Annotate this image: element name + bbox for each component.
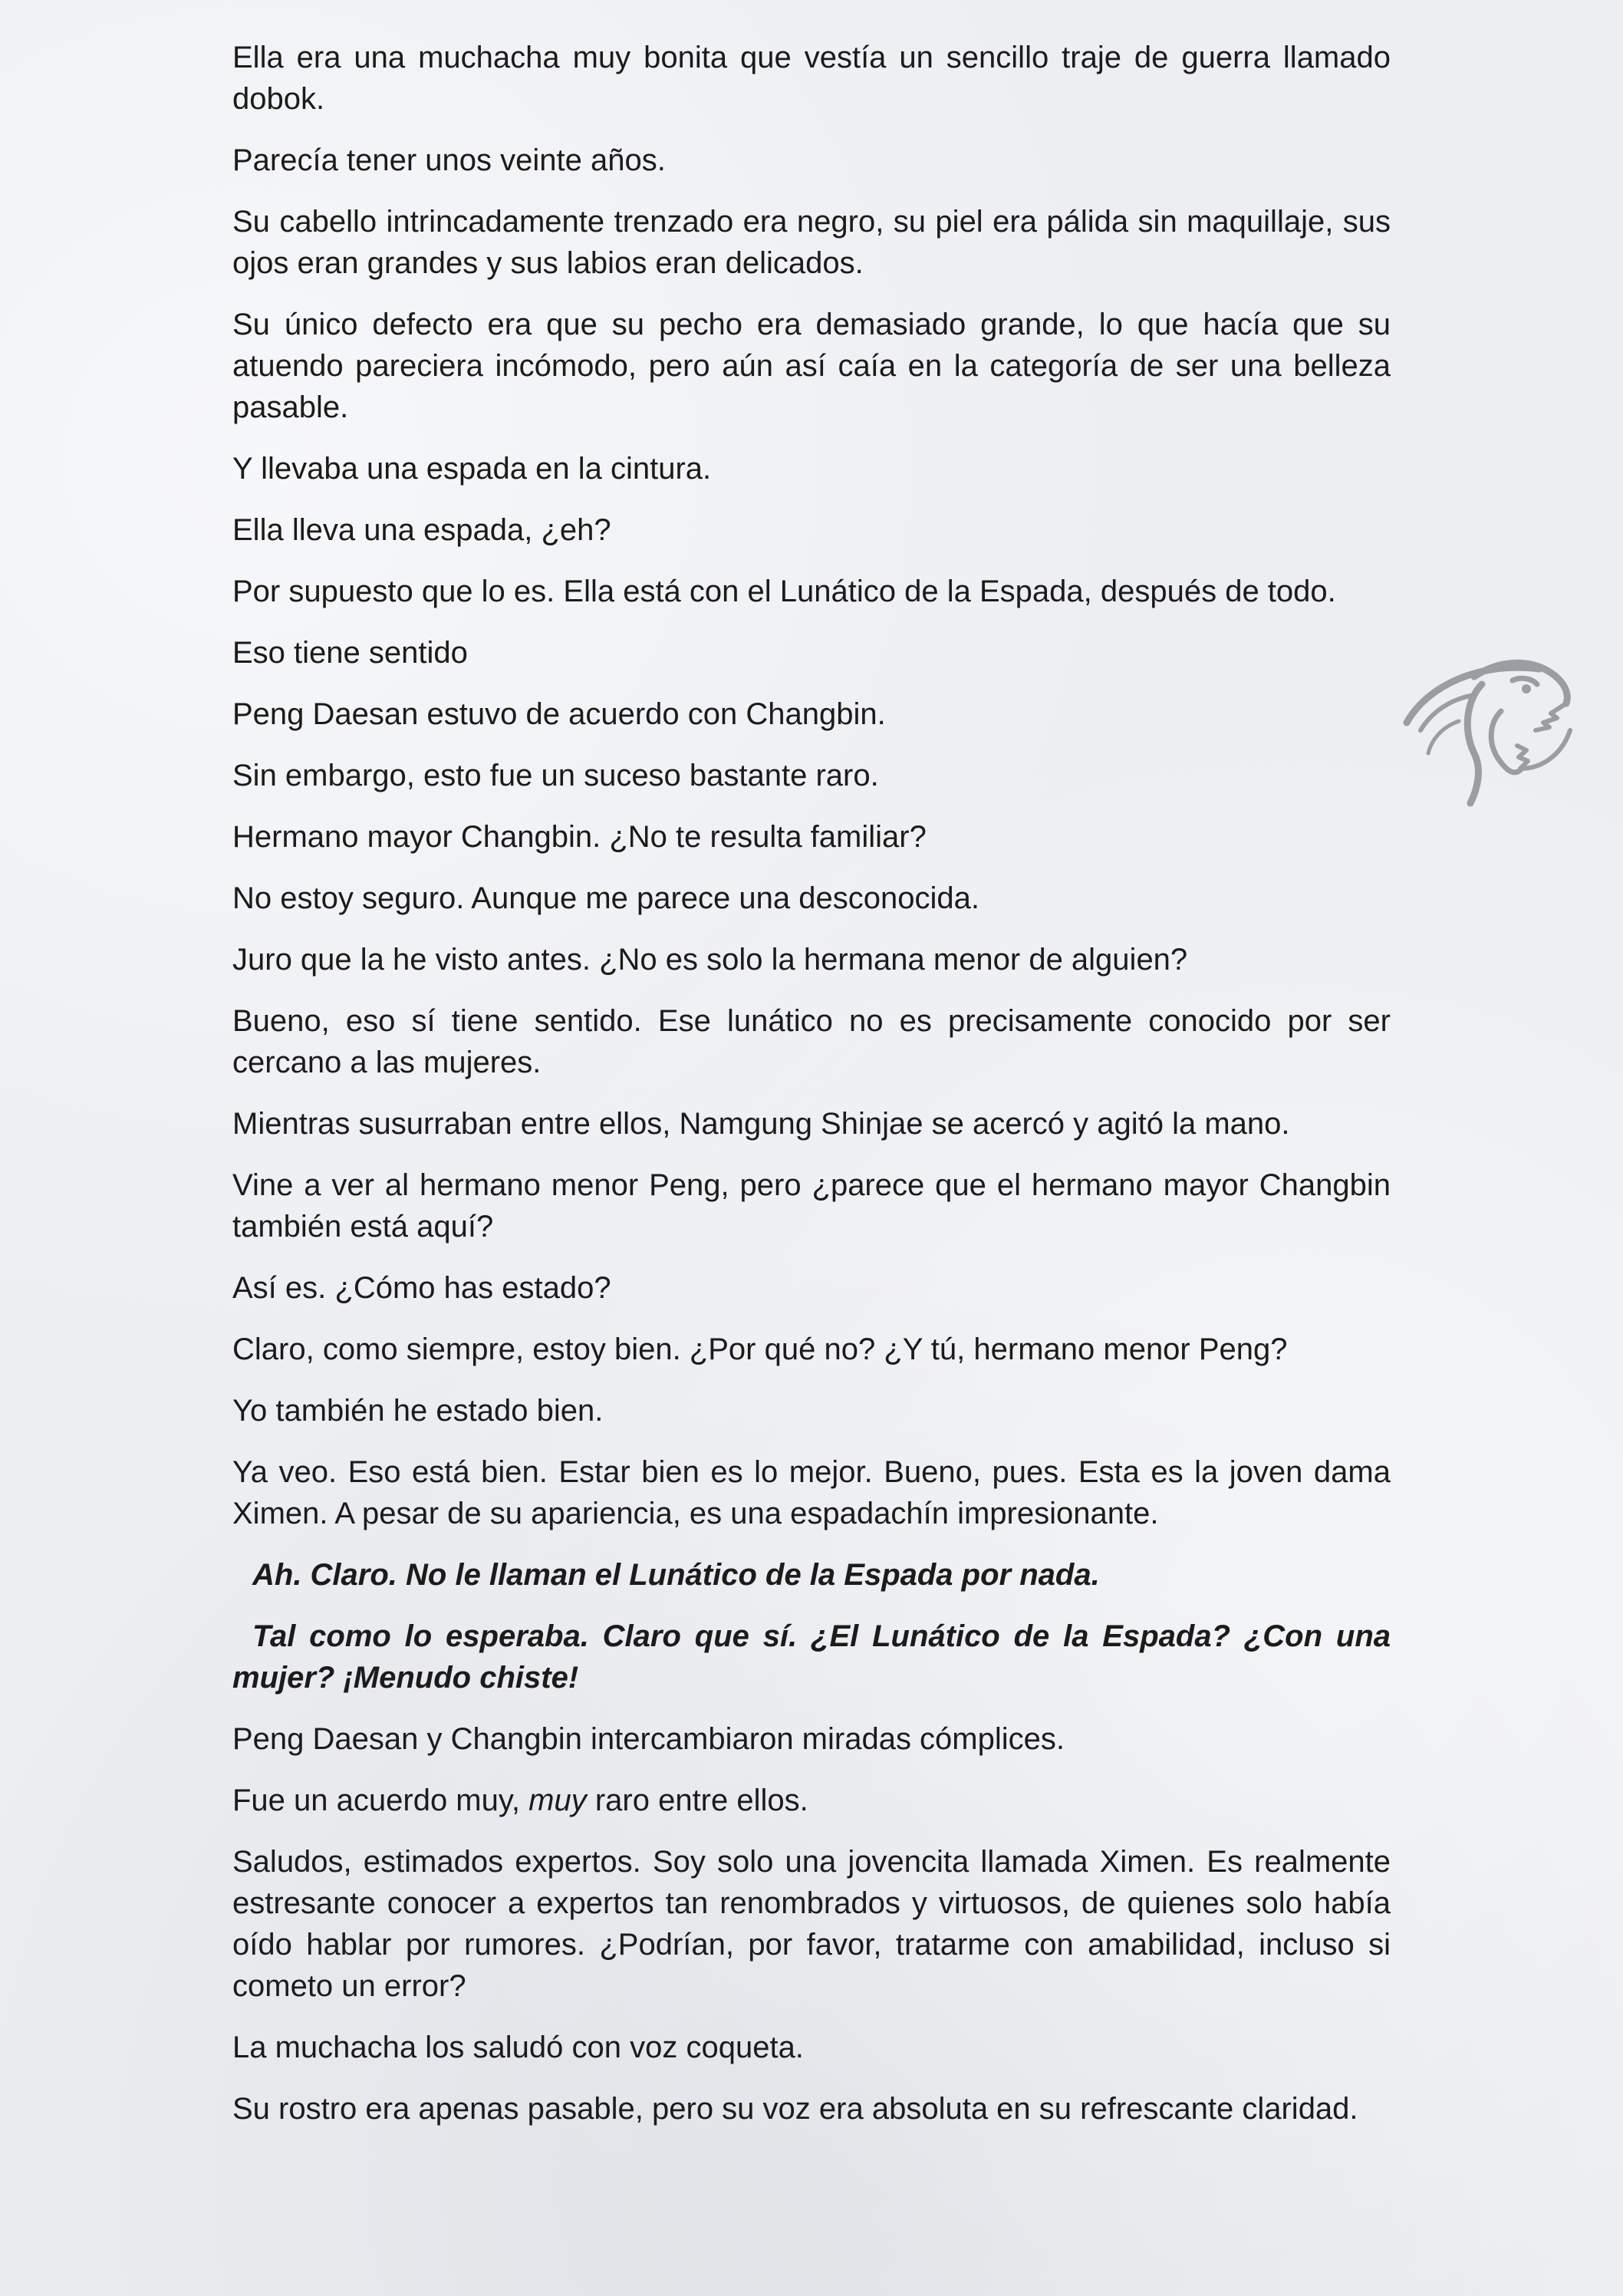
paragraph: Así es. ¿Cómo has estado?: [232, 1271, 611, 1305]
paragraph: Mientras susurraban entre ellos, Namgung Shinjae se acercó y agitó la mano.: [232, 1107, 1290, 1141]
paragraph: No estoy seguro. Aunque me parece una desconocida.: [232, 881, 979, 915]
paragraph: Yo también he estado bien.: [232, 1394, 604, 1428]
paragraph: Su único defecto era que su pecho era demasiado grande, lo que hacía que su atuendo pareciera incómodo, pero aún así caía en la categoría de ser una belleza pasable.: [232, 308, 1391, 424]
paragraph: Peng Daesan estuvo de acuerdo con Changbin.: [232, 697, 886, 731]
paragraph: La muchacha los saludó con voz coqueta.: [232, 2031, 804, 2064]
dinosaur-head-icon: [1397, 638, 1582, 822]
paragraph: Parecía tener unos veinte años.: [232, 143, 666, 177]
paragraph: Claro, como siempre, estoy bien. ¿Por qué no? ¿Y tú, hermano menor Peng?: [232, 1332, 1288, 1366]
paragraph-with-emphasis: [232, 1780, 1391, 1821]
paragraph: Peng Daesan y Changbin intercambiaron miradas cómplices.: [232, 1722, 1065, 1756]
paragraph: Ya veo. Eso está bien. Estar bien es lo mejor. Bueno, pues. Esta es la joven dama Ximen. A pesar de su apariencia, es una espadachín impresionante.: [232, 1455, 1391, 1530]
paragraph: Su cabello intrincadamente trenzado era negro, su piel era pálida sin maquillaje, sus ojos eran grandes y sus labios eran delicados.: [232, 205, 1391, 280]
paragraph: Ella lleva una espada, ¿eh?: [232, 513, 611, 547]
paragraph: Su rostro era apenas pasable, pero su voz era absoluta en su refrescante claridad.: [232, 2092, 1358, 2126]
paragraph: Juro que la he visto antes. ¿No es solo la hermana menor de alguien?: [232, 943, 1188, 977]
thought-paragraph: Ah. Claro. No le llaman el Lunático de la Espada por nada.: [252, 1558, 1100, 1592]
emphasis-run: muy: [528, 1784, 587, 1817]
paragraph: Y llevaba una espada en la cintura.: [232, 452, 712, 486]
paragraph: Eso tiene sentido: [232, 636, 468, 670]
paragraph: Sin embargo, esto fue un suceso bastante raro.: [232, 759, 879, 792]
thought-paragraph: Tal como lo esperaba. Claro que sí. ¿El Lunático de la Espada? ¿Con una mujer? ¡Menudo chiste!: [232, 1619, 1391, 1695]
paragraph: Ella era una muchacha muy bonita que vestía un sencillo traje de guerra llamado dobok.: [232, 41, 1391, 116]
paragraph: Por supuesto que lo es. Ella está con el Lunático de la Espada, después de todo.: [232, 575, 1336, 608]
paragraph: Hermano mayor Changbin. ¿No te resulta familiar?: [232, 820, 927, 854]
text-run: raro entre ellos.: [586, 1784, 808, 1817]
paragraph: Saludos, estimados expertos. Soy solo una jovencita llamada Ximen. Es realmente estresante conocer a expertos tan renombrados y virtuosos, de quienes solo había oído hablar por rumores. ¿Podrían, por favor, tratarme con amabilidad, incluso si cometo un error?: [232, 1845, 1391, 2003]
paragraph: Bueno, eso sí tiene sentido. Ese lunático no es precisamente conocido por ser cercano a las mujeres.: [232, 1004, 1391, 1079]
paragraph: Vine a ver al hermano menor Peng, pero ¿parece que el hermano mayor Changbin también está aquí?: [232, 1168, 1391, 1244]
text-run: Fue un acuerdo muy,: [232, 1784, 529, 1817]
document-body: [232, 37, 1391, 2149]
